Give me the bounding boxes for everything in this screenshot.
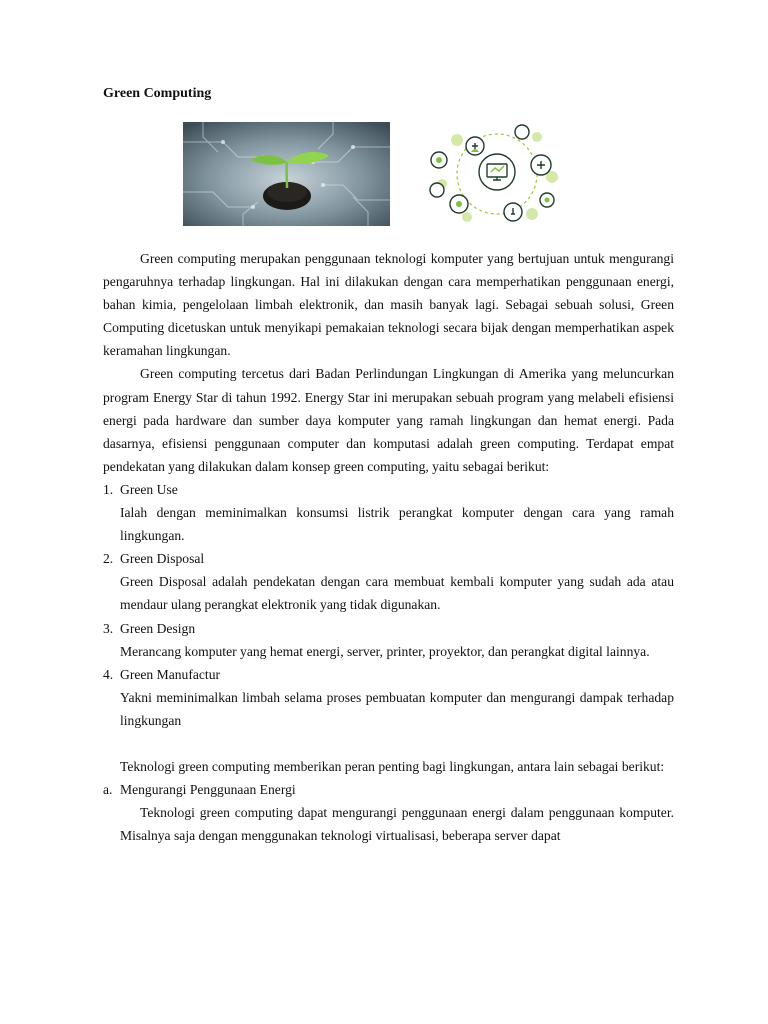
green-tech-icons bbox=[427, 122, 567, 226]
list-number: 1. bbox=[103, 481, 114, 497]
list-label: Mengurangi Penggunaan Energi bbox=[120, 782, 296, 798]
list-label: Green Disposal bbox=[120, 551, 205, 567]
list-item bbox=[103, 547, 674, 570]
document-title: Green Computing bbox=[103, 86, 212, 101]
list-number: 3. bbox=[103, 620, 114, 636]
seedling-circuit-photo bbox=[183, 122, 390, 226]
list-label: Green Use bbox=[120, 481, 178, 497]
list-description: Green Disposal adalah pendekatan dengan cara membuat kembali komputer yang sudah ada atau mendaur ulang perangkat elektronik yang tidak digunakan. bbox=[120, 574, 674, 613]
list-number: 4. bbox=[103, 666, 114, 682]
figure-row bbox=[183, 122, 653, 227]
list-item bbox=[103, 478, 674, 501]
paragraph-benefits-intro: Teknologi green computing memberikan peran penting bagi lingkungan, antara lain sebagai berikut: bbox=[120, 758, 665, 774]
list-number: 2. bbox=[103, 551, 114, 567]
benefit-description: Teknologi green computing dapat mengurangi penggunaan energi dalam penggunaan komputer. Misalnya saja dengan menggunakan teknologi virtualisasi, beberapa server dapat bbox=[120, 805, 674, 844]
list-label: Green Manufactur bbox=[120, 666, 221, 682]
paragraph-history: Green computing tercetus dari Badan Perlindungan Lingkungan di Amerika yang meluncurkan program Energy Star di tahun 1992. Energy Star ini merupakan sebuah program yang melabeli efisiensi energi pada hardware dan sumber daya komputer yang ramah lingkungan dan hemat energi. Pada dasarnya, efisiensi penggunaan computer dan komputasi adalah green computing. Terdapat empat pendekatan yang dilakukan dalam konsep green computing, yaitu sebagai berikut: bbox=[103, 366, 674, 474]
list-item bbox=[103, 617, 674, 640]
paragraph-intro: Green computing merupakan penggunaan teknologi komputer yang bertujuan untuk mengurangi pengaruhnya terhadap lingkungan. Hal ini dilakukan dengan cara memperhatikan penggunaan energi, bahan kimia, pengelolaan limbah elektronik, dan masih banyak lagi. Sebagai sebuah solusi, Green Computing dicetuskan untuk menyikapi pemakaian teknologi secara bijak dengan memperhatikan aspek keramahan lingkungan. bbox=[103, 251, 674, 359]
approach-list bbox=[103, 478, 674, 732]
list-label: Green Design bbox=[120, 620, 196, 636]
list-item bbox=[103, 663, 674, 686]
list-letter: a. bbox=[103, 782, 113, 798]
list-description: Merancang komputer yang hemat energi, server, printer, proyektor, dan perangkat digital lainnya. bbox=[120, 643, 650, 659]
list-item bbox=[103, 778, 674, 801]
document-body bbox=[103, 247, 674, 847]
list-description: Yakni meminimalkan limbah selama proses pembuatan komputer dan mengurangi dampak terhadap lingkungan bbox=[120, 689, 674, 728]
benefit-list bbox=[103, 778, 674, 847]
list-description: Ialah dengan meminimalkan konsumsi listrik perangkat komputer dengan cara yang ramah lingkungan. bbox=[120, 505, 674, 544]
